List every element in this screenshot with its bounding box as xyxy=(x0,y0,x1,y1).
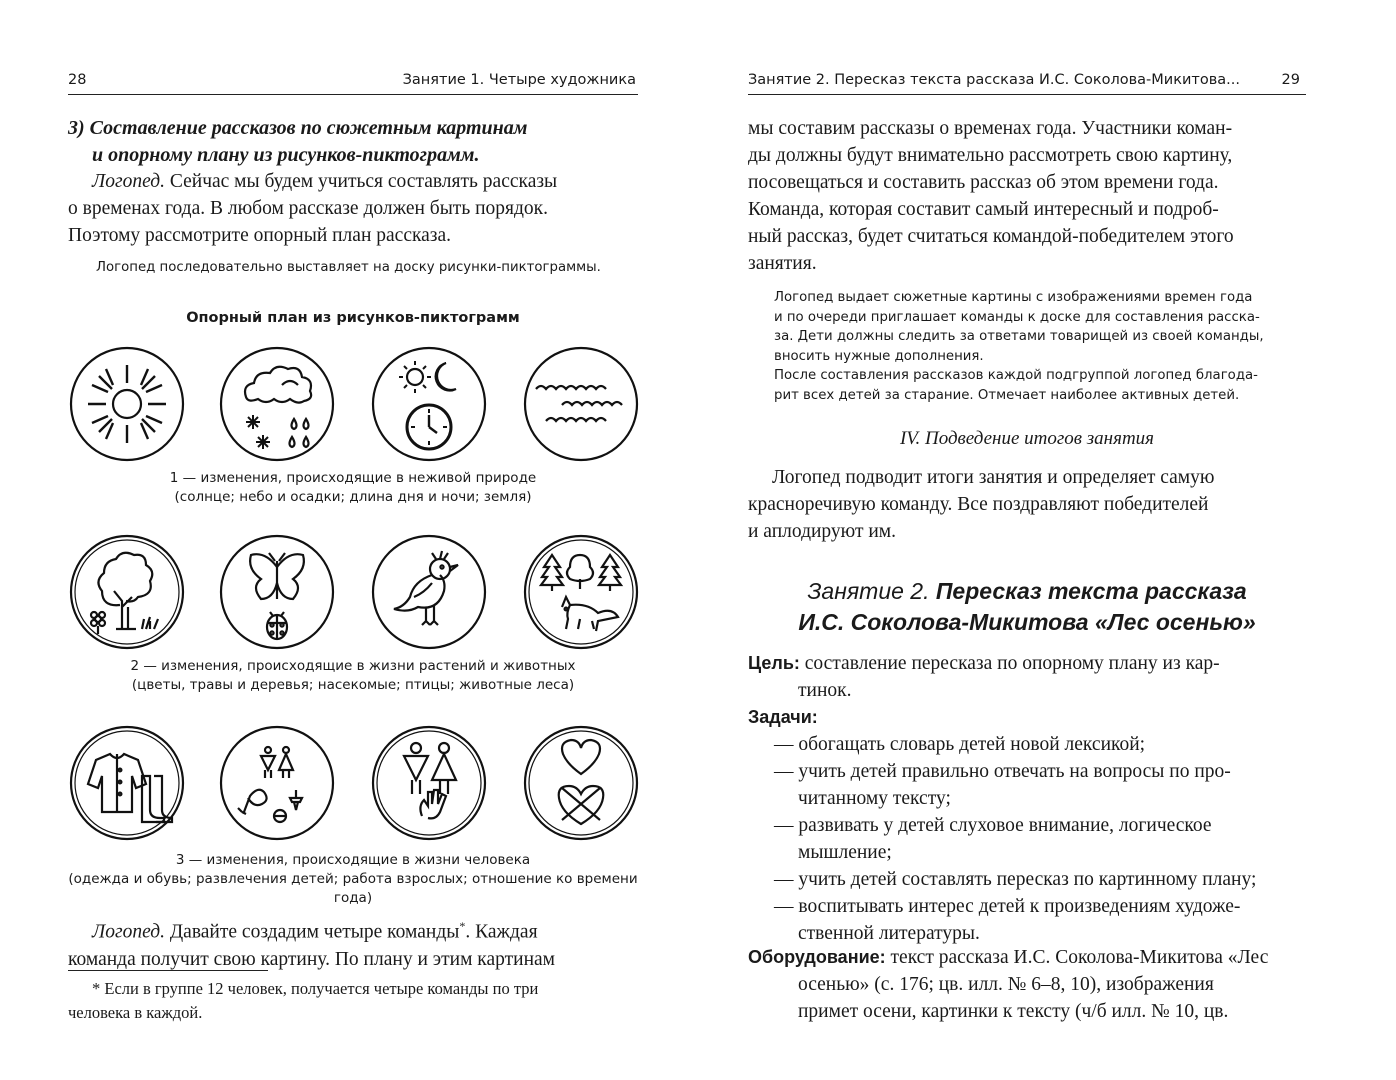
intro-paragraph: Логопед. Сейчас мы будем учиться составлять рассказы о временах года. В любом рассказе должен быть порядок. Поэтому рассмотрите опорный план рассказа. xyxy=(68,171,558,246)
closing-paragraph: Логопед. Давайте создадим четыре команды*. Каждая команда получит свою картину. По плану и этим картинам xyxy=(68,919,556,970)
section-heading: 3) Составление рассказов по сюжетным картинам и опорному плану из рисунков-пиктограмм. xyxy=(68,117,528,166)
list-item: — учить детей правильно отвечать на вопросы по про- xyxy=(774,761,1231,782)
row1-caption: 1 — изменения, происходящие в неживой природе (солнце; небо и осадки; длина дня и ночи; земля) xyxy=(169,470,537,505)
teacher-note: Логопед выдает сюжетные картины с изображениями времен года и по очереди приглашает команды к доске для составления расска- за. Дети должны следить за ответами товарищей из своей команды, вносить нужные дополнения. После составления рассказов каждой подгруппой логопед благода- рит всех детей за старание. Отмечает наиболее активных детей. xyxy=(774,290,1264,403)
instruction-note: Логопед последовательно выставляет на доску рисунки-пиктограммы. xyxy=(96,260,601,275)
day-night-clock-icon xyxy=(370,345,488,463)
page-number: 28 xyxy=(68,72,87,88)
continued-paragraph: мы составим рассказы о временах года. Участники коман- ды должны будут внимательно рассмотреть свою картину, посовещаться и составить рассказ об этом времени года. Команда, которая составит самый интересный и подроб- ный рассказ, будет считаться командой-победителем этого занятия. xyxy=(748,118,1234,274)
tree-flowers-icon xyxy=(68,533,186,651)
footnote-rule xyxy=(68,970,268,971)
list-item: — воспитывать интерес детей к произведениям художе- xyxy=(774,896,1241,917)
tasks-list: — обогащать словарь детей новой лексикой; — учить детей правильно отвечать на вопросы по про- читанному тексту; — развивать у детей слуховое внимание, логическое мышление; — учить детей составлять пересказ по картинному плану; — воспитывать интерес детей к произведениям художе- ственной литературы. xyxy=(774,731,1306,947)
left-page xyxy=(0,0,690,1080)
plan-title: Опорный план из рисунков-пиктограмм xyxy=(186,310,520,326)
subheading: IV. Подведение итогов занятия xyxy=(899,428,1154,449)
equipment-block: Оборудование: текст рассказа И.С. Соколова-Микитова «Лес осенью» (с. 176; цв. илл. № 6–8, 10), изображения примет осени, картинки к тексту (ч/б илл. № 10, цв. xyxy=(748,947,1269,1022)
bird-icon xyxy=(370,533,488,651)
list-item: — обогащать словарь детей новой лексикой; xyxy=(774,734,1146,755)
goal-block: Цель: составление пересказа по опорному плану из кар- тинок. xyxy=(748,653,1220,701)
cloud-snow-rain-icon xyxy=(218,345,336,463)
children-play-icon xyxy=(218,724,336,842)
adults-work-icon xyxy=(370,724,488,842)
summary-paragraph: Логопед подводит итоги занятия и определяет самую красноречивую команду. Все поздравляют победителей и аплодируют им. xyxy=(748,467,1215,542)
lesson-title: Занятие 2. Пересказ текста рассказа И.С. Соколова-Микитова «Лес осенью» xyxy=(798,578,1256,635)
row2-caption: 2 — изменения, происходящие в жизни растений и животных (цветы, травы и деревья; насекомые; птицы; животные леса) xyxy=(130,658,576,693)
list-item: — развивать у детей слуховое внимание, логическое xyxy=(774,815,1212,836)
sun-icon xyxy=(68,345,186,463)
butterfly-ladybug-icon xyxy=(218,533,336,651)
earth-waves-icon xyxy=(522,345,640,463)
clothes-boots-icon xyxy=(68,724,186,842)
forest-fox-icon xyxy=(522,533,640,651)
left-page-header xyxy=(68,70,638,95)
right-page-header xyxy=(748,70,1306,95)
running-title: Занятие 1. Четыре художника xyxy=(402,72,636,88)
row3-caption: 3 — изменения, происходящие в жизни человека (одежда и обувь; развлечения детей; работа взрослых; отношение ко времени года) xyxy=(68,852,638,906)
page-number: 29 xyxy=(1281,72,1300,88)
running-title: Занятие 2. Пересказ текста рассказа И.С. Соколова-Микитова... xyxy=(748,72,1240,88)
tasks-label: Задачи: xyxy=(748,707,818,727)
heart-icon xyxy=(522,724,640,842)
footnote: * Если в группе 12 человек, получается четыре команды по три человека в каждой. xyxy=(68,979,539,1022)
right-page xyxy=(700,0,1396,1080)
list-item: — учить детей составлять пересказ по картинному плану; xyxy=(774,869,1257,890)
